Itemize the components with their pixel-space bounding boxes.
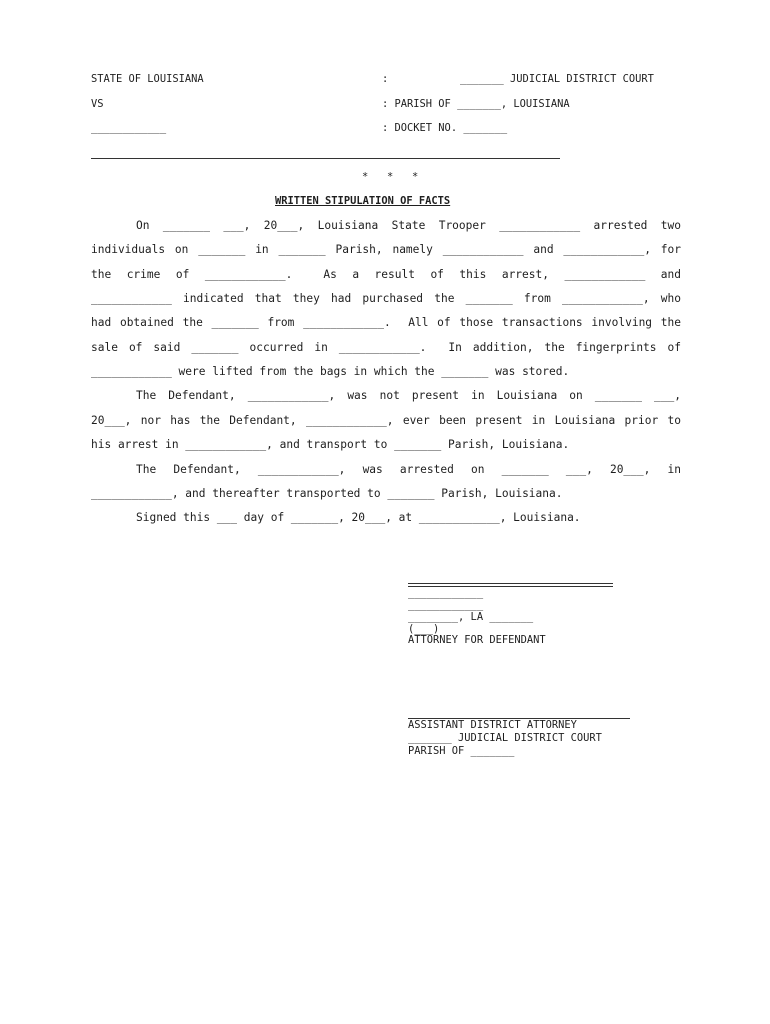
caption-rule bbox=[91, 158, 560, 159]
defense-address-line-1: ____________ bbox=[408, 587, 484, 599]
da-court: _______ JUDICIAL DISTRICT COURT bbox=[408, 732, 602, 744]
body-line: Signed this ___ day of _______, 20___, at ____________, Louisiana. bbox=[136, 511, 581, 524]
body-line: individuals on _______ in _______ Parish, namely ____________ and ____________, for bbox=[91, 243, 681, 256]
caption-court: _______ JUDICIAL DISTRICT COURT bbox=[460, 73, 654, 85]
body-line: The Defendant, ____________, was not present in Louisiana on _______ ___, bbox=[136, 389, 681, 402]
body-line: the crime of ____________. As a result of this arrest, ____________ and bbox=[91, 268, 681, 281]
defense-city-state: ________, LA _______ bbox=[408, 611, 534, 623]
caption-docket: : DOCKET NO. _______ bbox=[382, 122, 508, 134]
da-parish: PARISH OF _______ bbox=[408, 745, 515, 757]
caption-colon: : bbox=[382, 73, 389, 85]
body-line: ____________ indicated that they had purchased the _______ from ____________, who bbox=[91, 292, 681, 305]
defense-attorney-label: ATTORNEY FOR DEFENDANT bbox=[408, 634, 546, 646]
body-line: ____________, and thereafter transported to _______ Parish, Louisiana. bbox=[91, 487, 563, 500]
body-line: sale of said _______ occurred in ____________. In addition, the fingerprints of bbox=[91, 341, 681, 354]
caption-defendant-blank: ____________ bbox=[91, 122, 167, 134]
defense-phone: (___) bbox=[408, 623, 440, 635]
defense-signature-line bbox=[408, 583, 613, 584]
document-title: WRITTEN STIPULATION OF FACTS bbox=[275, 195, 451, 207]
body-line: The Defendant, ____________, was arrested on _______ ___, 20___, in bbox=[136, 463, 681, 476]
body-line: On _______ ___, 20___, Louisiana State Trooper ____________ arrested two bbox=[136, 219, 681, 232]
body-line: had obtained the _______ from ____________. All of those transactions involving the bbox=[91, 316, 681, 329]
caption-state: STATE OF LOUISIANA bbox=[91, 73, 204, 85]
caption-parish: : PARISH OF _______, LOUISIANA bbox=[382, 98, 570, 110]
defense-address-line-2: ____________ bbox=[408, 599, 484, 611]
separator-stars: * * * bbox=[362, 171, 419, 183]
body-line: 20___, nor has the Defendant, ____________, ever been present in Louisiana prior to bbox=[91, 414, 681, 427]
body-line: his arrest in ____________, and transport to _______ Parish, Louisiana. bbox=[91, 438, 570, 451]
da-label: ASSISTANT DISTRICT ATTORNEY bbox=[408, 719, 577, 731]
body-line: ____________ were lifted from the bags in which the _______ was stored. bbox=[91, 365, 570, 378]
caption-vs: VS bbox=[91, 98, 104, 110]
